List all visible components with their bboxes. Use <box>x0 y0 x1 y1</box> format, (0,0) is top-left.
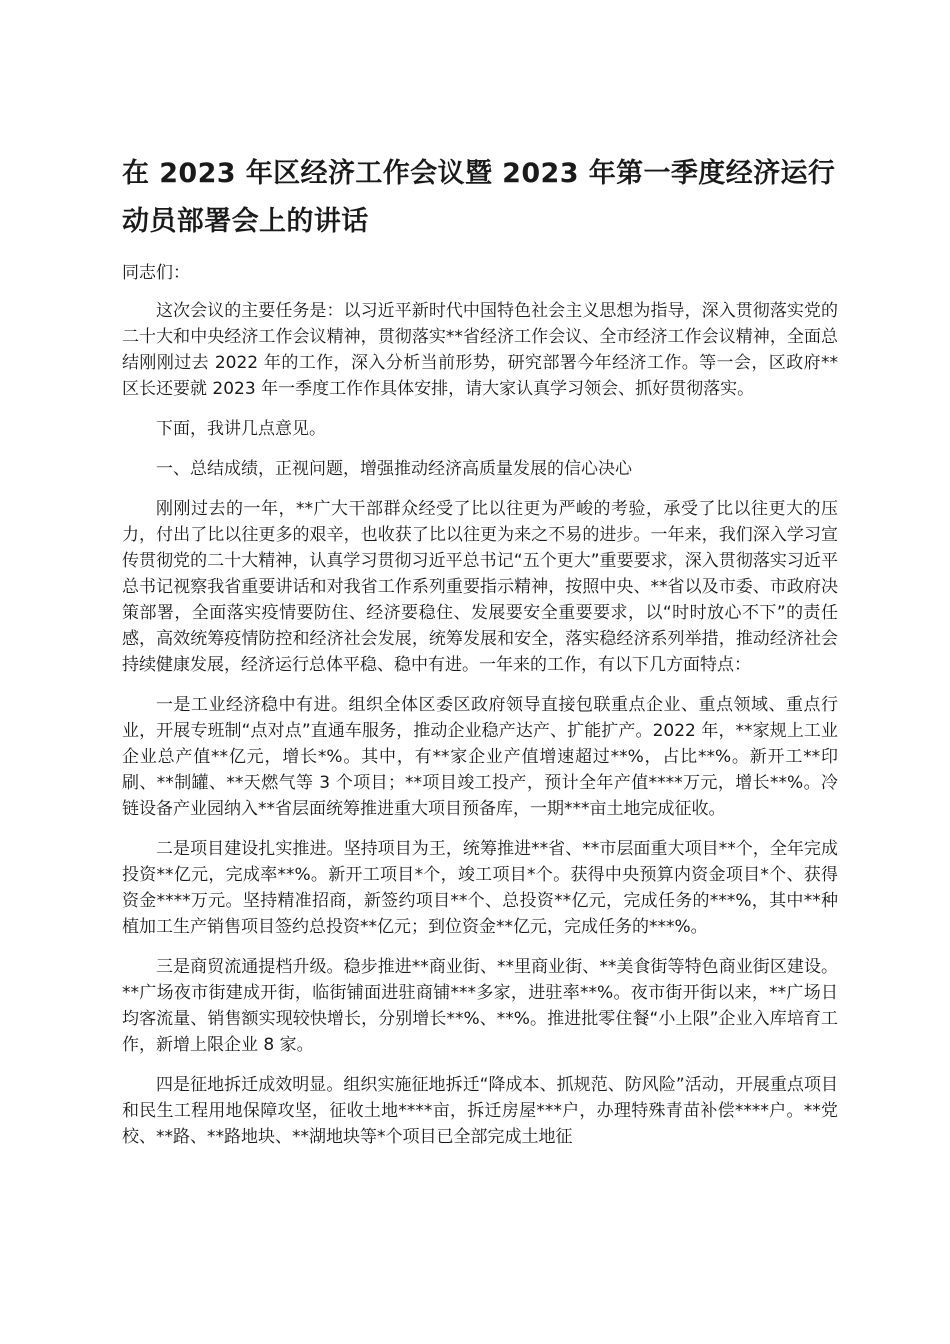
paragraph-project-construction: 二是项目建设扎实推进。坚持项目为王，统筹推进**省、**市层面重大项目**个，全年完成投资**亿元，完成率**%。新开工项目*个，竣工项目*个。获得中央预算内资金项目*个、获得资金****万元。坚持精准招商，新签约项目**个、总投资**亿元，完成任务的***%，其中**种植加工生产销售项目签约总投资**亿元；到位资金**亿元，完成任务的***%。 <box>122 839 838 937</box>
paragraph-opinions-intro: 下面，我讲几点意见。 <box>156 419 326 439</box>
paragraph-land-acquisition: 四是征地拆迁成效明显。组织实施征地拆迁“降成本、抓规范、防风险”活动，开展重点项目和民生工程用地保障攻坚，征收土地****亩，拆迁房屋***户，办理特殊青苗补偿****户。**党校、**路、**路地块、**湖地块等*个项目已全部完成土地征 <box>122 1075 838 1147</box>
paragraph-commerce-circulation: 三是商贸流通提档升级。稳步推进**商业街、**里商业街、**美食街等特色商业街区建设。**广场夜市街建成开街，临街铺面进驻商铺***多家，进驻率**%。夜市街开街以来，**广场日均客流量、销售额实现较快增长，分别增长**%、**%。推进批零住餐“小上限”企业入库培育工作，新增上限企业 8 家。 <box>122 957 838 1055</box>
paragraph-industrial-economy: 一是工业经济稳中有进。组织全体区委区政府领导直接包联重点企业、重点领域、重点行业，开展专班制“点对点”直通车服务，推动企业稳产达产、扩能扩产。2022 年，**家规上工业企业总产值**亿元，增长*%。其中，有**家企业产值增速超过**%，占比**%。新开工**印刷、**制罐、**天燃气等 3 个项目；**项目竣工投产，预计全年产值****万元，增长**%。冷链设备产业园纳入**省层面统筹推进重大项目预备库，一期***亩土地完成征收。 <box>122 695 838 819</box>
document-page <box>122 150 838 1164</box>
section-heading-1: 一、总结成绩，正视问题，增强推动经济高质量发展的信心决心 <box>156 459 632 479</box>
document-title: 在 2023 年区经济工作会议暨 2023 年第一季度经济运行动员部署会上的讲话 <box>122 158 836 237</box>
paragraph-meeting-tasks: 这次会议的主要任务是：以习近平新时代中国特色社会主义思想为指导，深入贯彻落实党的二十大和中央经济工作会议精神，贯彻落实**省经济工作会议、全市经济工作会议精神，全面总结刚刚过去 2022 年的工作，深入分析当前形势，研究部署今年经济工作。等一会，区政府**区长还要就 2023 年一季度工作作具体安排，请大家认真学习领会、抓好贯彻落实。 <box>122 301 838 399</box>
salutation: 同志们： <box>122 263 190 283</box>
paragraph-year-review: 刚刚过去的一年，**广大干部群众经受了比以往更为严峻的考验，承受了比以往更大的压力，付出了比以往更多的艰辛，也收获了比以往更为来之不易的进步。一年来，我们深入学习宣传贯彻党的二十大精神，认真学习贯彻习近平总书记“五个更大”重要要求，深入贯彻落实习近平总书记视察我省重要讲话和对我省工作系列重要指示精神，按照中央、**省以及市委、市政府决策部署，全面落实疫情要防住、经济要稳住、发展要安全重要要求，以“时时放心不下”的责任感，高效统筹疫情防控和经济社会发展，统筹发展和安全，落实稳经济系列举措，推动经济社会持续健康发展，经济运行总体平稳、稳中有进。一年来的工作，有以下几方面特点： <box>122 499 838 675</box>
